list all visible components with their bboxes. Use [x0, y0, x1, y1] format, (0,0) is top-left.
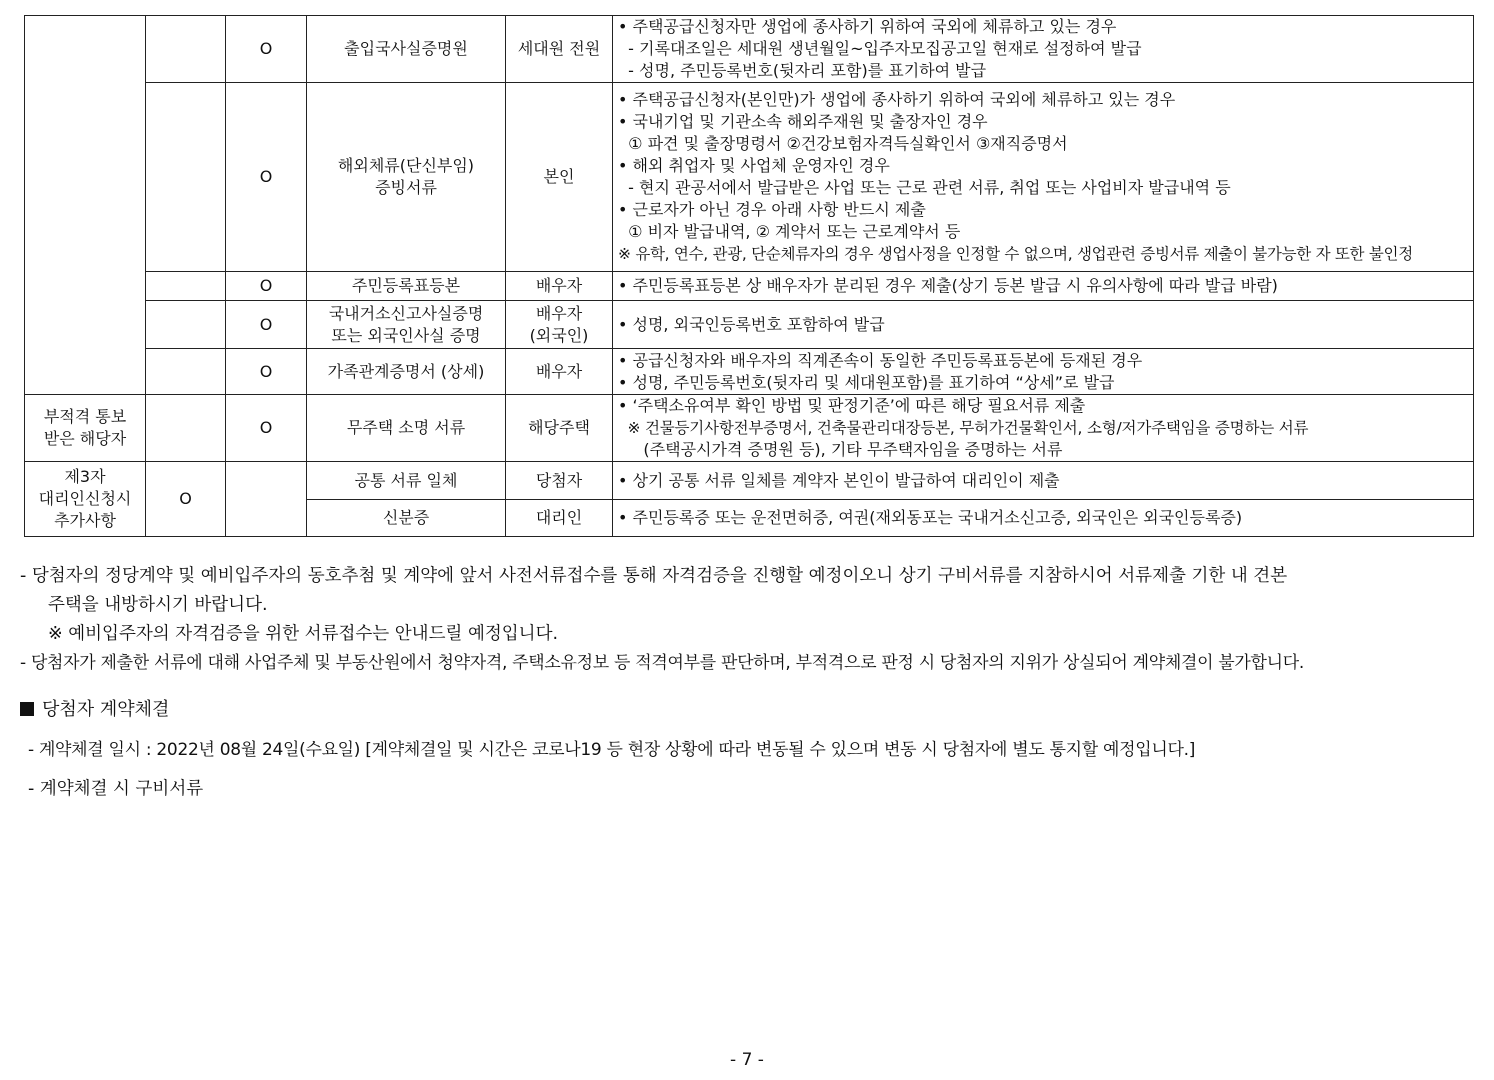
table-row	[25, 301, 1474, 349]
check-cell: O	[226, 301, 307, 349]
check-cell	[146, 301, 226, 349]
table-row	[25, 462, 1474, 500]
table-row	[25, 395, 1474, 462]
target-cell: 당첨자	[506, 462, 613, 500]
table-row	[25, 83, 1474, 272]
check-cell: O	[226, 349, 307, 395]
description-cell: • 상기 공통 서류 일체를 계약자 본인이 발급하여 대리인이 제출	[613, 462, 1474, 500]
check-cell	[146, 272, 226, 301]
check-cell	[146, 83, 226, 272]
target-cell: 본인	[506, 83, 613, 272]
check-cell	[146, 395, 226, 462]
description-cell: • 주택공급신청자(본인만)가 생업에 종사하기 위하여 국외에 체류하고 있는 경우 • 국내기업 및 기관소속 해외주재원 및 출장자인 경우 ① 파견 및 출장명령서 ②건강보험자격득실확인서 ③재직증명서 • 해외 취업자 및 사업체 운영자인 경우 - 현지 관공서에서 발급받은 사업 또는 근로 관련 서류, 취업 또는 사업비자 발급내역 등 • 근로자가 아닌 경우 아래 사항 반드시 제출 ① 비자 발급내역, ② 계약서 또는 근로계약서 등 ※ 유학, 연수, 관광, 단순체류자의 경우 생업사정을 인정할 수 없으며, 생업관련 증빙서류 제출이 불가능한 자 또한 불인정	[613, 83, 1474, 272]
check-cell	[146, 16, 226, 83]
square-bullet-icon	[20, 702, 34, 716]
description-cell: • 공급신청자와 배우자의 직계존속이 동일한 주민등록표등본에 등재된 경우 • 성명, 주민등록번호(뒷자리 및 세대원포함)를 표기하여 “상세”로 발급	[613, 349, 1474, 395]
document-name-cell: 가족관계증명서 (상세)	[307, 349, 506, 395]
category-cell	[25, 16, 146, 395]
note-line: ※ 예비입주자의 자격검증을 위한 서류접수는 안내드릴 예정입니다.	[48, 624, 559, 644]
target-cell: 배우자 (외국인)	[506, 301, 613, 349]
document-name-cell: 출입국사실증명원	[307, 16, 506, 83]
table-row	[25, 16, 1474, 83]
description-cell: • 주택공급신청자만 생업에 종사하기 위하여 국외에 체류하고 있는 경우 - 기록대조일은 세대원 생년월일~입주자모집공고일 현재로 설정하여 발급 - 성명, 주민등록번호(뒷자리 포함)를 표기하여 발급	[613, 16, 1474, 83]
target-cell: 세대원 전원	[506, 16, 613, 83]
note-line: - 당첨자의 정당계약 및 예비입주자의 동호추첨 및 계약에 앞서 사전서류접수를 통해 자격검증을 진행할 예정이오니 상기 구비서류를 지참하시어 서류제출 기한 내 견본	[20, 566, 1288, 586]
check-cell: O	[226, 83, 307, 272]
document-name-cell: 국내거소신고사실증명 또는 외국인사실 증명	[307, 301, 506, 349]
target-cell: 배우자	[506, 349, 613, 395]
section-item: - 계약체결 시 구비서류	[28, 779, 204, 799]
check-cell: O	[226, 272, 307, 301]
target-cell: 대리인	[506, 500, 613, 537]
category-cell: 제3자 대리인신청시 추가사항	[25, 462, 146, 537]
description-cell: • ‘주택소유여부 확인 방법 및 판정기준’에 따른 해당 필요서류 제출 ※ 건물등기사항전부증명서, 건축물관리대장등본, 무허가건물확인서, 소형/저가주택임을 증명하는 서류 (주택공시가격 증명원 등), 기타 무주택자임을 증명하는 서류	[613, 395, 1474, 462]
check-cell: O	[146, 462, 226, 537]
description-cell: • 성명, 외국인등록번호 포함하여 발급	[613, 301, 1474, 349]
section-title: 당첨자 계약체결	[42, 699, 170, 720]
note-line: 주택을 내방하시기 바랍니다.	[48, 595, 268, 615]
document-name-cell: 신분증	[307, 500, 506, 537]
category-cell: 부적격 통보 받은 해당자	[25, 395, 146, 462]
check-cell	[226, 462, 307, 537]
description-cell: • 주민등록증 또는 운전면허증, 여권(재외동포는 국내거소신고증, 외국인은 외국인등록증)	[613, 500, 1474, 537]
document-name-cell: 해외체류(단신부임) 증빙서류	[307, 83, 506, 272]
document-name-cell: 무주택 소명 서류	[307, 395, 506, 462]
section-item: - 계약체결 일시 : 2022년 08월 24일(수요일) [계약체결일 및 시간은 코로나19 등 현장 상황에 따라 변동될 수 있으며 변동 시 당첨자에 별도 통지할 예정입니다.]	[28, 740, 1196, 760]
note-line: - 당첨자가 제출한 서류에 대해 사업주체 및 부동산원에서 청약자격, 주택소유정보 등 적격여부를 판단하며, 부적격으로 판정 시 당첨자의 지위가 상실되어 계약체결이 불가합니다.	[20, 653, 1305, 673]
page-number: - 7 -	[730, 1050, 764, 1070]
document-name-cell: 공통 서류 일체	[307, 462, 506, 500]
section-heading	[20, 695, 169, 721]
target-cell: 배우자	[506, 272, 613, 301]
table-row	[25, 349, 1474, 395]
check-cell	[146, 349, 226, 395]
table-row	[25, 272, 1474, 301]
description-cell: • 주민등록표등본 상 배우자가 분리된 경우 제출(상기 등본 발급 시 유의사항에 따라 발급 바람)	[613, 272, 1474, 301]
documents-table	[24, 15, 1474, 537]
check-cell: O	[226, 395, 307, 462]
document-name-cell: 주민등록표등본	[307, 272, 506, 301]
check-cell: O	[226, 16, 307, 83]
target-cell: 해당주택	[506, 395, 613, 462]
